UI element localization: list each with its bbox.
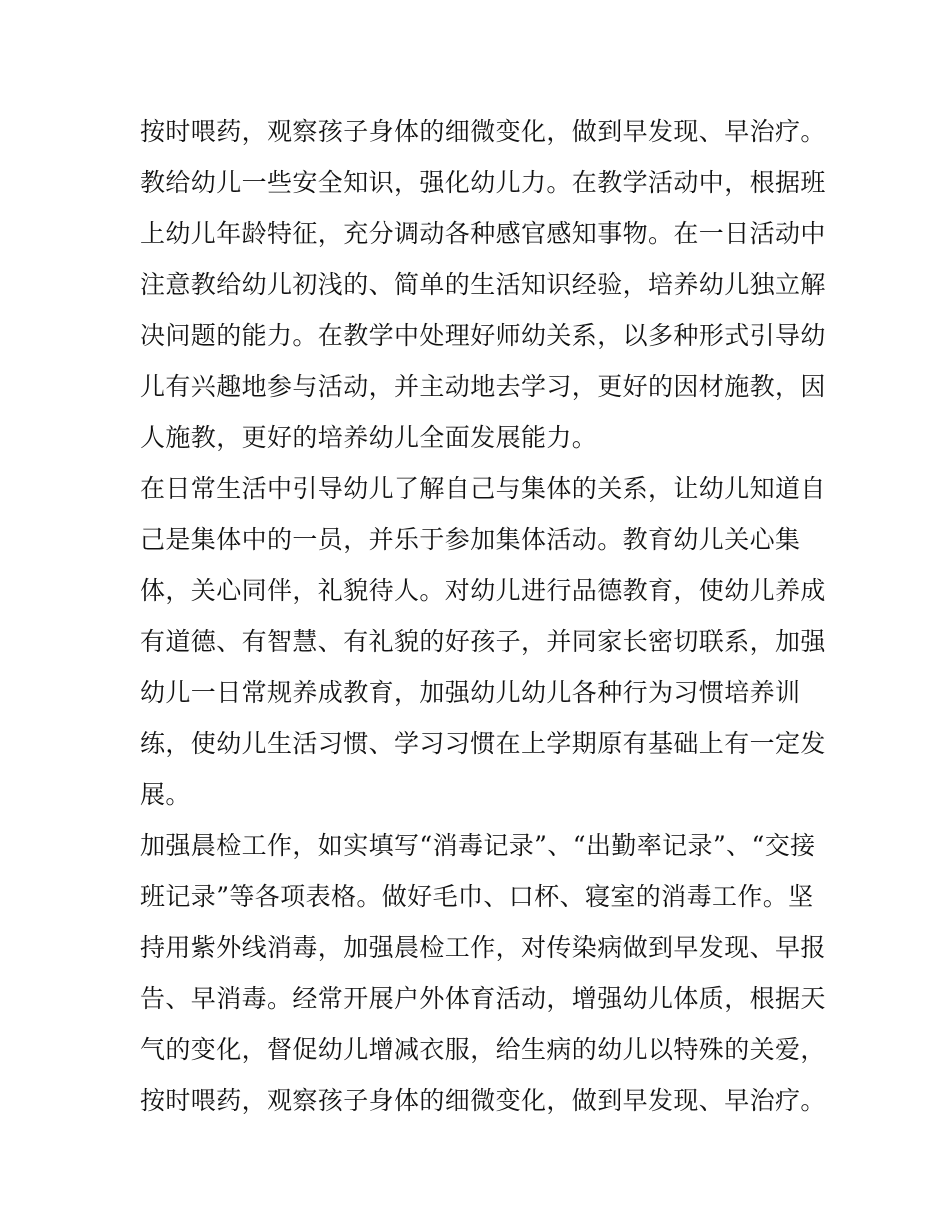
- text-line: 练，使幼儿生活习惯、学习习惯在上学期原有基础上有一定发: [140, 729, 826, 758]
- text-line: 教给幼儿一些安全知识，强化幼儿力。在教学活动中，根据班: [140, 168, 826, 197]
- text-line: 持用紫外线消毒，加强晨检工作，对传染病做到早发现、早报: [140, 933, 826, 962]
- text-line: 展。: [140, 780, 191, 809]
- text-line: 加强晨检工作，如实填写“消毒记录”、“出勤率记录”、“交接: [140, 831, 816, 860]
- text-line: 体，关心同伴，礼貌待人。对幼儿进行品德教育，使幼儿养成: [140, 576, 826, 605]
- text-line: 有道德、有智慧、有礼貌的好孩子，并同家长密切联系，加强: [140, 627, 826, 656]
- text-line: 幼儿一日常规养成教育，加强幼儿幼儿各种行为习惯培养训: [140, 678, 801, 707]
- text-line: 班记录”等各项表格。做好毛巾、口杯、寝室的消毒工作。坚: [140, 882, 814, 911]
- text-line: 在日常生活中引导幼儿了解自己与集体的关系，让幼儿知道自: [140, 474, 826, 503]
- body-text: [140, 106, 826, 1126]
- text-line: 注意教给幼儿初浅的、简单的生活知识经验，培养幼儿独立解: [140, 270, 826, 299]
- text-line: 按时喂药，观察孩子身体的细微变化，做到早发现、早治疗。: [140, 1086, 826, 1115]
- text-line: 告、早消毒。经常开展户外体育活动，增强幼儿体质，根据天: [140, 984, 826, 1013]
- text-line: 人施教，更好的培养幼儿全面发展能力。: [140, 423, 598, 452]
- text-line: 儿有兴趣地参与活动，并主动地去学习，更好的因材施教，因: [140, 372, 826, 401]
- text-line: 气的变化，督促幼儿增减衣服，给生病的幼儿以特殊的关爱，: [140, 1035, 826, 1064]
- text-line: 按时喂药，观察孩子身体的细微变化，做到早发现、早治疗。: [140, 117, 826, 146]
- text-line: 决问题的能力。在教学中处理好师幼关系，以多种形式引导幼: [140, 321, 826, 350]
- text-line: 己是集体中的一员，并乐于参加集体活动。教育幼儿关心集: [140, 525, 801, 554]
- text-line: 上幼儿年龄特征，充分调动各种感官感知事物。在一日活动中: [140, 219, 826, 248]
